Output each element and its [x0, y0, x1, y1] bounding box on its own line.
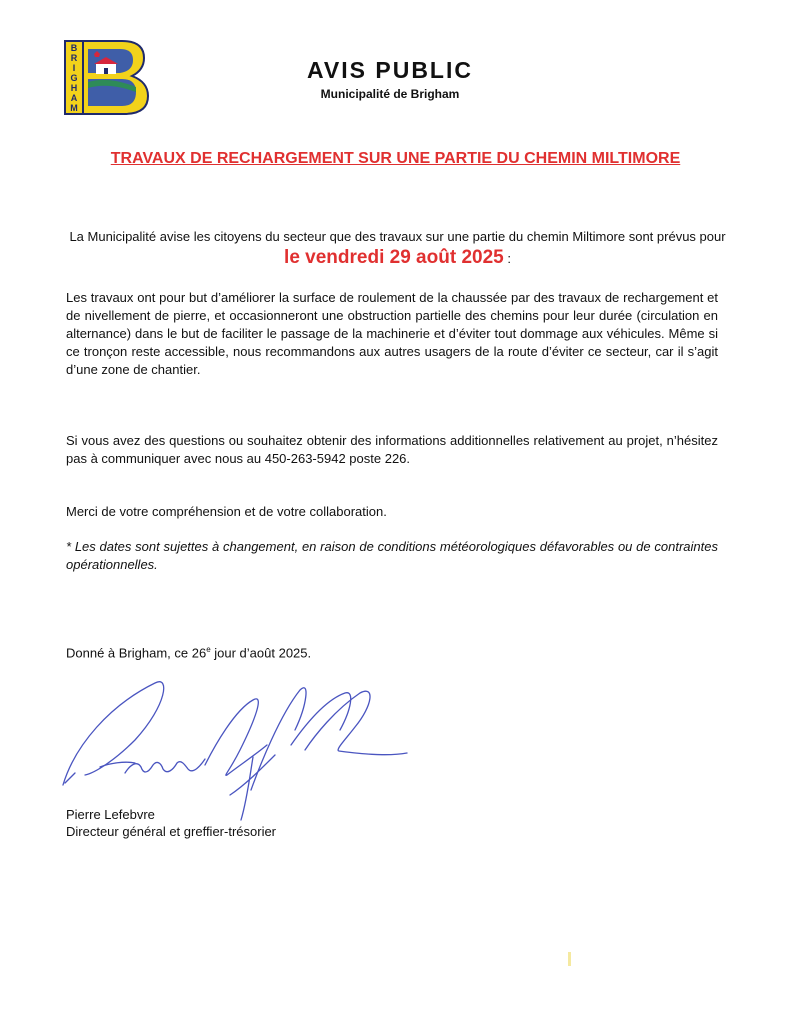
- svg-text:A: A: [70, 93, 78, 103]
- page-title: AVIS PUBLIC: [307, 57, 473, 83]
- date-line: [40, 247, 755, 269]
- given-prefix: Donné à Brigham, ce 26: [66, 645, 207, 661]
- given-suffix: jour d’août 2025.: [210, 645, 312, 661]
- signer-block: [66, 806, 276, 840]
- svg-text:G: G: [70, 73, 78, 83]
- signer-title: Directeur général et greffier-trésorier: [66, 824, 277, 839]
- intro-text: La Municipalité avise les citoyens du secteur que des travaux sur une partie du chemin Miltimore sont prévus pour: [69, 229, 726, 244]
- paragraph-disclaimer: * Les dates sont sujettes à changement, en raison de conditions météorologiques défavorables ou de contraintes opérationnelles.: [66, 539, 718, 572]
- notice-headline: TRAVAUX DE RECHARGEMENT SUR UNE PARTIE DU CHEMIN MILTIMORE: [110, 150, 681, 167]
- svg-text:M: M: [70, 103, 78, 113]
- date-suffix: :: [503, 251, 511, 266]
- brigham-logo: [64, 40, 150, 115]
- paragraph-works-purpose: Les travaux ont pour but d’améliorer la surface de roulement de la chaussée par des travaux de rechargement et de nivellement de pierre, et occasionneront une obstruction partielle des chemins pour leur durée (circulation en alternance) dans le but de faciliter le passage de la machinerie et d’éviter tout dommage aux véhicules. Même si ce tronçon reste accessible, nous recommandons aux autres usagers de la route d’éviter ce secteur, car il s’agit d’une zone de chantier.: [66, 290, 718, 377]
- scan-speck: [568, 952, 571, 966]
- svg-text:R: R: [70, 53, 78, 63]
- svg-text:B: B: [70, 43, 78, 53]
- paragraph-contact: Si vous avez des questions ou souhaitez obtenir des informations additionnelles relativement au projet, n’hésitez pas à communiquer avec nous au 450-263-5942 poste 226.: [66, 433, 718, 466]
- signer-name: Pierre Lefebvre: [66, 807, 155, 822]
- given-line: [66, 645, 311, 660]
- svg-text:I: I: [72, 63, 76, 73]
- work-date: le vendredi 29 août 2025: [284, 247, 504, 268]
- svg-text:H: H: [70, 83, 78, 93]
- given-sup: e: [206, 645, 211, 654]
- municipality-subtitle: Municipalité de Brigham: [320, 87, 460, 101]
- paragraph-thanks: Merci de votre compréhension et de votre collaboration.: [66, 504, 387, 519]
